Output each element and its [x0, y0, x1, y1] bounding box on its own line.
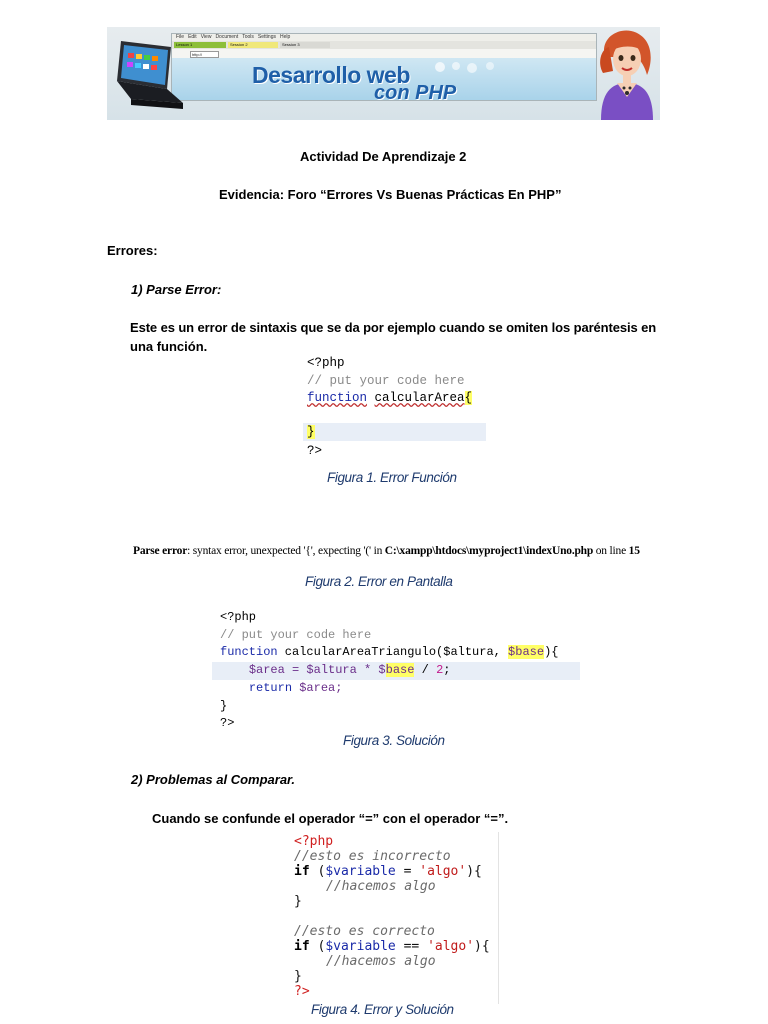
banner-tab: Session 3: [280, 42, 330, 48]
code-line: }: [220, 699, 228, 713]
code-line: }: [294, 894, 302, 909]
banner-address-bar: http://: [190, 51, 219, 58]
code-line: $area = $altura * $base / 2;: [248, 663, 451, 677]
activity-title: Actividad De Aprendizaje 2: [300, 149, 467, 164]
figure-caption: Figura 4. Error y Solución: [311, 1002, 454, 1017]
code-line: }: [307, 425, 315, 439]
code-line: ?>: [307, 444, 323, 458]
item2-desc: Cuando se confunde el operador “=” con el operador “=”.: [152, 811, 509, 826]
code-line: ?>: [294, 984, 310, 999]
code-line: function calcularArea{: [307, 391, 473, 405]
code-line: return $area;: [248, 681, 343, 695]
parse-error-message: Parse error: syntax error, unexpected '{', expecting '(' in C:\xampp\htdocs\myproject1\indexUno.php on line 15: [133, 545, 640, 557]
code-line: if ($variable == 'algo'){: [294, 939, 490, 954]
code-comment: //hacemos algo: [326, 879, 436, 894]
item1-heading: 1) Parse Error:: [131, 282, 222, 297]
code-comment: // put your code here: [307, 374, 465, 388]
header-banner: [107, 27, 660, 120]
code-line: <?php: [294, 834, 334, 849]
code-comment: // put your code here: [220, 628, 372, 642]
banner-title: Desarrollo web: [252, 62, 410, 88]
code-comment: //esto es incorrecto: [294, 849, 451, 864]
figure-caption: Figura 3. Solución: [343, 733, 445, 748]
figure-caption: Figura 1. Error Función: [327, 470, 457, 485]
code-comment: //hacemos algo: [326, 954, 436, 969]
banner-browser-frame: [171, 33, 597, 104]
code-line: ?>: [220, 716, 235, 730]
laptop-icon: [115, 37, 185, 115]
banner-tab: Lesson 1: [174, 42, 226, 48]
code-line: if ($variable = 'algo'){: [294, 864, 482, 879]
section-title: Errores:: [107, 243, 158, 258]
avatar-illustration: [591, 27, 660, 120]
code-line: function calcularAreaTriangulo($altura, $base){: [220, 645, 559, 659]
banner-tabs: [172, 41, 596, 49]
item2-heading: 2) Problemas al Comparar.: [131, 772, 296, 787]
banner-content: [172, 58, 596, 104]
evidence-title: Evidencia: Foro “Errores Vs Buenas Prácticas En PHP”: [219, 187, 562, 202]
banner-tab: Session 2: [228, 42, 278, 48]
code-line: <?php: [220, 610, 257, 624]
figure-caption: Figura 2. Error en Pantalla: [305, 574, 453, 589]
item1-desc-line2: una función.: [130, 339, 208, 354]
code-line: <?php: [307, 356, 345, 370]
code-comment: //esto es correcto: [294, 924, 435, 939]
item1-desc-line1: Este es un error de sintaxis que se da por ejemplo cuando se omiten los paréntesis en: [130, 320, 657, 335]
code-line: }: [294, 969, 302, 984]
banner-subtitle: con PHP: [374, 82, 457, 104]
banner-menubar: File Edit View Document Tools Settings Help: [172, 34, 596, 41]
bubbles-icon: [432, 60, 502, 74]
